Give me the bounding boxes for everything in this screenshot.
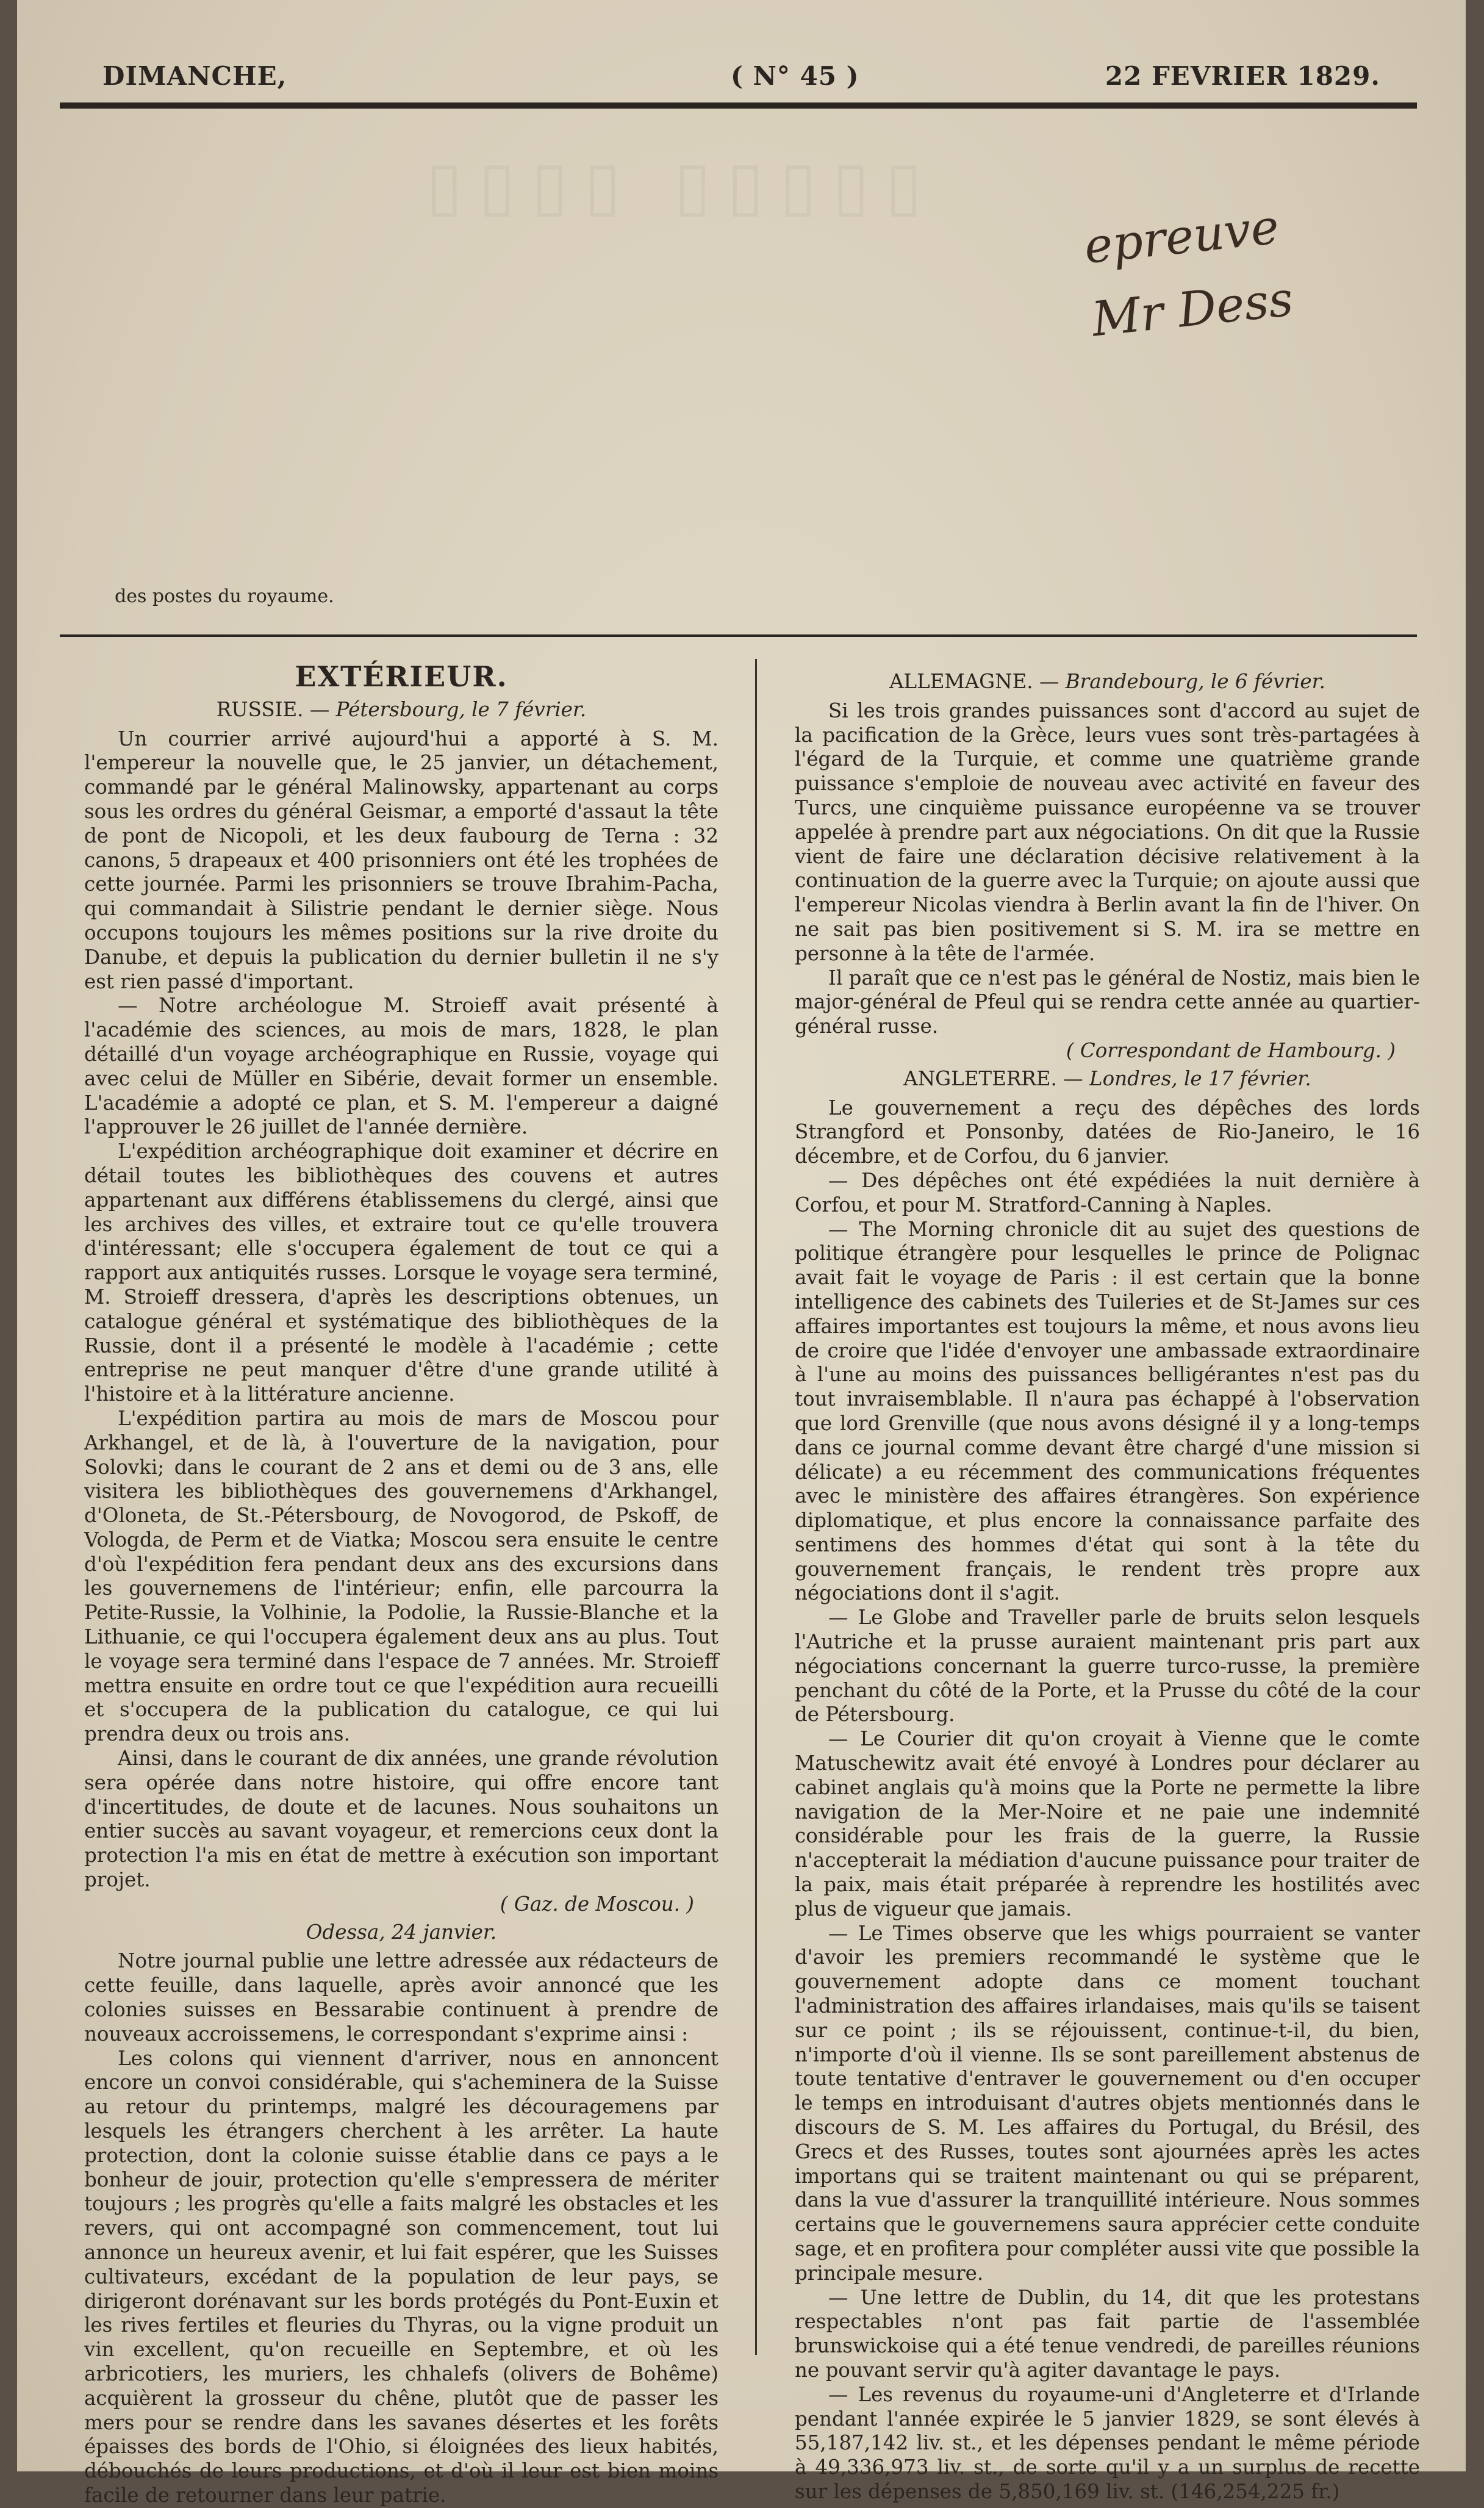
column-divider bbox=[755, 659, 757, 2355]
article-paragraph: — Une lettre de Dublin, du 14, dit que les protestans respectables n'ont pas fait partie de l'assemblée brunswickoise qui a été tenue vendredi, de pareilles réunions ne pouvant servir qu'à agiter davantage le pays. bbox=[795, 2285, 1420, 2382]
article-paragraph: Le gouvernement a reçu des dépêches des lords Strangford et Ponsonby, datées de Rio-Janeiro, le 16 décembre, et de Corfou, du 6 janvier. bbox=[795, 1096, 1420, 1168]
article-paragraph: — Le Globe and Traveller parle de bruits selon lesquels l'Autriche et la prusse auraient maintenant pris part aux négociations concernant la guerre turco-russe, la première penchant du côté de la Porte, et la Prusse du côté de la cour de Pétersbourg. bbox=[795, 1606, 1420, 1726]
section-title: EXTÉRIEUR. bbox=[295, 660, 508, 693]
newspaper-page bbox=[17, 0, 1466, 2507]
header-area bbox=[60, 110, 1417, 610]
right-column bbox=[795, 659, 1420, 2504]
article-paragraph: Les colons qui viennent d'arriver, nous en annoncent encore un convoi considérable, qui s'acheminera de la Suisse au retour du printemps, malgré les découragemens par lesquels les étrangers cherchent à les arrêter. La haute protection, dont la colonie suisse établie dans ce pays a le bonheur de jouir, protection qu'elle s'empressera de mériter toujours ; les progrès qu'elle a faits malgré les obstacles et les revers, qui ont accompagné son commencement, tout lui annonce un heureux avenir, et lui fait espérer, que les Suisses cultivateurs, excédant de la population de leur pays, se dirigeront dorénavant sur les bords protégés du Pont-Euxin et les rives fertiles et fleuries du Thyras, ou la vigne produit un vin excellent, qu'on recueille en Septembre, et où les arbricotiers, les muriers, les chhalefs (olivers de Bohême) acquièrent la grosseur du chêne, plutôt que de passer les mers pour se rendre dans les savanes désertes et les forêts épaisses des bords de l'Ohio, si éloignées des lieux habités, débouchés de leurs productions, et d'où il leur est bien moins facile de retourner dans leur patrie. bbox=[84, 2046, 719, 2507]
article-paragraph: Il paraît que ce n'est pas le général de Nostiz, mais bien le major-général de Pfeul qui se rendra cette année au quartier-général russe. bbox=[795, 966, 1420, 1038]
allemagne-place: Brandebourg, le 6 février. bbox=[1065, 670, 1325, 693]
article-paragraph: Un courrier arrivé aujourd'hui a apporté à S. M. l'empereur la nouvelle que, le 25 janvier, un détachement, commandé par le général Malinowsky, appartenant au corps sous les ordres du général Geismar, a emporté d'assaut la tête de pont de Nicopoli, et les deux faubourg de Terna : 32 canons, 5 drapeaux et 400 prisonniers ont été les trophées de cette journée. Parmi les prisonniers se trouve Ibrahim-Pacha, qui commandait à Silistrie pendant le dernier siège. Nous occupons toujours les mêmes positions sur la rive droite du Danube, et depuis la publication du dernier bulletin il ne s'y est rien passé d'important. bbox=[84, 727, 719, 993]
angleterre-country: ANGLETERRE. — bbox=[903, 1066, 1089, 1090]
article-paragraph: — Les revenus du royaume-uni d'Angleterre et d'Irlande pendant l'année expirée le 5 janvier 1829, se sont élevés à 55,187,142 liv. st., et les dépenses pendant le même période à 49,336,973 liv. st., de sorte qu'il y a un surplus de recette sur les dépenses de 5,850,169 liv. st. (146,254,225 fr.) bbox=[795, 2382, 1420, 2503]
handwriting-line-1: epreuve bbox=[1081, 199, 1281, 275]
angleterre-place: Londres, le 17 février. bbox=[1089, 1066, 1311, 1090]
article-paragraph: Ainsi, dans le courant de dix années, une grande révolution sera opérée dans notre histoire, qui offre encore tant d'incertitudes, de doute et de lacunes. Nous souhaitons un entier succès au savant voyageur, et remercions ceux dont la protection l'a mis en état de mettre à exécution son important projet. bbox=[84, 1747, 719, 1892]
article-paragraph: — Le Courier dit qu'on croyait à Vienne que le comte Matuschewitz avait été envoyé à Londres pour déclarer au cabinet anglais qu'à moins que la Porte ne permette la libre navigation de la Mer-Noire et ne paie une indemnité considérable pour les frais de la guerre, la Russie n'accepterait la médiation d'aucune puissance pour traiter de la paix, mais était préparée à reprendre les hostilités avec plus de vigueur que jamais. bbox=[795, 1727, 1420, 1921]
postes-line: des postes du royaume. bbox=[115, 586, 334, 607]
article-paragraph: — Des dépêches ont été expédiées la nuit dernière à Corfou, et pour M. Stratford-Canning à Naples. bbox=[795, 1168, 1420, 1216]
allemagne-heading bbox=[795, 670, 1420, 694]
article-paragraph: — Le Times observe que les whigs pourraient se vanter d'avoir les premiers recommandé le système que le gouvernement adopte dans ce moment touchant l'administration des affaires irlandaises, mais qu'ils se taisent sur ce point ; ils se réjouissent, continue-t-il, du bien, n'importe d'où il vienne. Ils se sont pareillement abstenus de toute tentative d'entraver le gouvernement ou d'en occuper le temps en introduisant d'autres objets mentionnés dans le discours de S. M. Les affaires du Portugal, du Brésil, des Grecs et des Russes, toutes sont ajournées après les actes importans qui se traitent maintenant ou qui se préparent, dans la vue d'assurer la tranquillité intérieure. Nous sommes certains que le gouvernemens saura apprécier cette conduite sage, et en profitera pour compléter aussi vite que possible la principale mesure. bbox=[795, 1921, 1420, 2285]
handwriting-line-2: Mr Dess bbox=[1089, 271, 1296, 348]
left-column bbox=[84, 659, 719, 2508]
odessa-heading: Odessa, 24 janvier. bbox=[306, 1920, 497, 1944]
article-paragraph: Si les trois grandes puissances sont d'accord au sujet de la pacification de la Grèce, leurs vues sont très-partagées à l'égard de la Turquie, et comme une quatrième grande puissance s'emploie de nouveau avec activité en faveur des Turcs, une cinquième puissance européenne va se trouver appelée à prendre part aux négociations. On dit que la Russie vient de faire une déclaration décisive relativement à la continuation de la guerre avec la Turquie; on ajoute aussi que l'empereur Nicolas viendra à Berlin avant la fin de l'hiver. On ne sait pas bien positivement si S. M. ira se mettre en personne à la tête de l'armée. bbox=[795, 699, 1420, 965]
article-paragraph: — Notre archéologue M. Stroieff avait présenté à l'académie des sciences, au mois de mars, 1828, le plan détaillé d'un voyage archéographique en Russie, voyage qui avec celui de Müller en Sibérie, devait former un ensemble. L'académie a adopté ce plan, et S. M. l'empereur a daigné l'approuver le 26 juillet de l'année dernière. bbox=[84, 994, 719, 1139]
issue-number: ( N° 45 ) bbox=[731, 61, 859, 91]
masthead-date: 22 FEVRIER 1829. bbox=[1105, 61, 1380, 91]
russie-place: Pétersbourg, le 7 février. bbox=[335, 697, 587, 721]
allemagne-source: ( Correspondant de Hambourg. ) bbox=[1066, 1038, 1396, 1062]
masthead bbox=[66, 52, 1417, 95]
masthead-rule bbox=[60, 102, 1417, 109]
faded-title-print: ▯▯▯▯ ▯▯▯▯▯ bbox=[426, 146, 938, 225]
section-rule bbox=[60, 634, 1417, 637]
russie-source: ( Gaz. de Moscou. ) bbox=[500, 1892, 694, 1916]
allemagne-country: ALLEMAGNE. — bbox=[889, 670, 1066, 693]
article-paragraph: — The Morning chronicle dit au sujet des questions de politique étrangère pour lesquelles le prince de Polignac avait fait le voyage de Paris : il est certain que la bonne intelligence des cabinets des Tuileries et de St-James sur ces affaires importantes est toujours la même, et nous avons lieu de croire que l'idée d'envoyer une ambassade extraordinaire à l'une au moins des puissances belligérantes n'est pas du tout invraisemblable. Il n'aura pas échappé à l'observation que lord Grenville (que nous avons désigné il y a long-temps dans ce journal comme devant être chargé d'une mission si délicate) a eu récemment des communications fréquentes avec le ministère des affaires étrangères. Son expérience diplomatique, et plus encore la connaissance parfaite des sentimens des hommes d'état qui sont à la tête du gouvernement français, le rendent très propre aux négociations dont il s'agit. bbox=[795, 1217, 1420, 1605]
russie-heading bbox=[84, 698, 719, 722]
handwritten-annotation bbox=[1081, 181, 1387, 357]
angleterre-heading bbox=[795, 1067, 1420, 1091]
article-paragraph: L'expédition partira au mois de mars de Moscou pour Arkhangel, et de là, à l'ouverture de la navigation, pour Solovki; dans le courant de 2 ans et demi ou de 3 ans, elle visitera les bibliothèques des gouvernemens d'Arkhangel, d'Oloneta, de St.-Pétersbourg, de Novogorod, de Pskoff, de Vologda, de Perm et de Viatka; Moscou sera ensuite le centre d'où l'expédition fera pendant deux ans des excursions dans les gouvernemens de l'intérieur; enfin, elle parcourra la Petite-Russie, la Volhinie, la Podolie, la Russie-Blanche et la Lithuanie, ce qui l'occupera également deux ans au plus. Tout le voyage sera terminé dans l'espace de 7 années. Mr. Stroieff mettra ensuite en ordre tout ce que l'expédition aura recueilli et s'occupera de la publication du catalogue, ce qui lui prendra deux ou trois ans. bbox=[84, 1406, 719, 1746]
russie-country: RUSSIE. — bbox=[216, 697, 336, 721]
article-paragraph: Notre journal publie une lettre adressée aux rédacteurs de cette feuille, dans laquelle, après avoir annoncé que les colonies suisses en Bessarabie continuent à prendre de nouveaux accroissemens, le correspondant s'exprime ainsi : bbox=[84, 1949, 719, 2046]
article-paragraph: L'expédition archéographique doit examiner et décrire en détail toutes les bibliothèques des couvens et autres appartenant aux différens établissemens du clergé, ainsi que les archives des villes, et extraire tout ce qu'elle trouvera d'intéressant; elle s'occupera également de tout ce qui a rapport aux antiquités russes. Lorsque le voyage sera terminé, M. Stroieff dressera, d'après les descriptions obtenues, un catalogue général et systématique des bibliothèques de la Russie, dont il a présenté le modèle à l'académie ; cette entreprise ne peut manquer d'être d'une grande utilité à l'histoire et à la littérature ancienne. bbox=[84, 1140, 719, 1406]
masthead-day: DIMANCHE, bbox=[102, 61, 287, 91]
